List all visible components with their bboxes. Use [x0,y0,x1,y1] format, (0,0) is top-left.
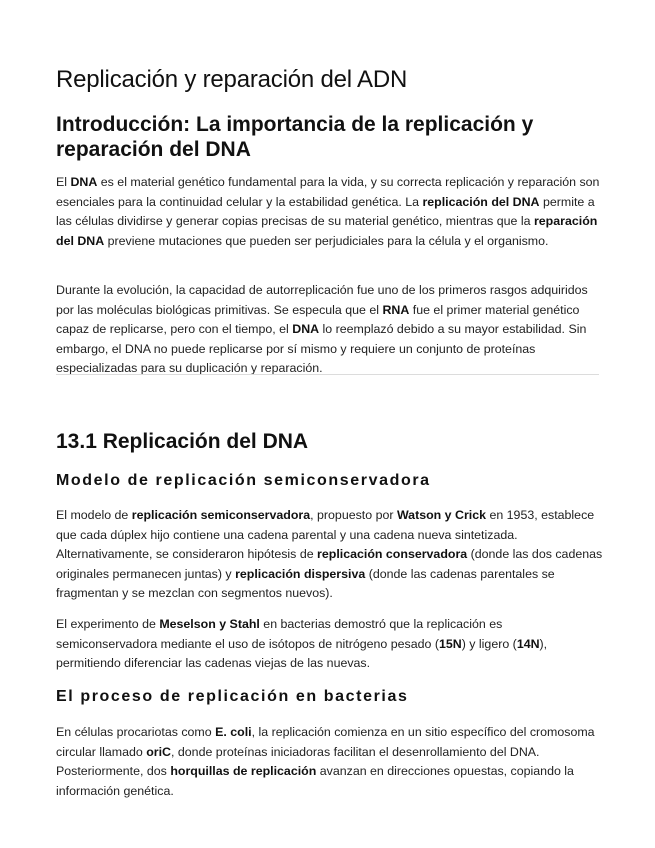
bacteria-paragraph-1: En células procariotas como E. coli, la replicación comienza en un sitio específico del cromosoma circular llamado oriC, donde proteínas iniciadoras facilitan el desenrollamiento del DNA. Posteriormente, dos horquillas de replicación avanzan en direcciones opuestas, copiando la información genética. [56,725,595,798]
bold-term: 14N [516,636,540,651]
intro-heading: Introducción: La importancia de la replicación y reparación del DNA [56,113,534,161]
bold-term: oriC [146,744,172,759]
bold-term: replicación dispersiva [235,566,366,581]
bold-term: RNA [382,302,410,317]
section-divider [56,374,599,375]
page-title: Replicación y reparación del ADN [56,66,408,93]
bold-term: replicación conservadora [317,547,468,561]
bold-term: DNA [292,322,320,336]
bold-term: DNA [70,175,98,189]
bold-term: replicación semiconservadora [131,508,311,522]
bold-term: reparación del DNA [56,214,598,248]
bold-term: 15N [438,636,462,651]
section-heading: 13.1 Replicación del DNA [56,430,309,453]
subsection-heading-bacteria: El proceso de replicación en bacterias [56,688,409,705]
bold-term: replicación del DNA [422,194,540,209]
bold-term: Watson y Crick [396,508,486,522]
subsection-heading-model: Modelo de replicación semiconservadora [56,472,431,489]
bold-term: E. coli [215,725,252,739]
model-paragraph-2: El experimento de Meselson y Stahl en bacterias demostró que la replicación es semiconservadora mediante el uso de isótopos de nitrógeno pesado (15N) y ligero (14N), permitiendo diferenciar las cadenas viejas de las nuevas. [56,617,548,670]
bold-term: Meselson y Stahl [159,617,260,631]
model-paragraph-1: El modelo de replicación semiconservadora, propuesto por Watson y Crick en 1953, establece que cada dúplex hijo contiene una cadena parental y una cadena nueva sintetizada. Alternativamente, se consideraron hipótesis de replicación conservadora (donde las dos cadenas originales permanecen juntas) y replicación dispersiva (donde las cadenas parentales se fragmentan y se mezclan con segmentos nuevos). [56,508,603,600]
bold-term: horquillas de replicación [170,764,317,778]
intro-paragraph-1: El DNA es el material genético fundamental para la vida, y su correcta replicación y reparación son esenciales para la continuidad celular y la estabilidad genética. La replicación del DNA permite a las células dividirse y generar copias precisas de su material genético, mientras que la reparación del DNA previene mutaciones que pueden ser perjudiciales para la célula y el organismo. [56,175,600,248]
intro-paragraph-2: Durante la evolución, la capacidad de autorreplicación fue uno de los primeros rasgos adquiridos por las moléculas biológicas primitivas. Se especula que el RNA fue el primer material genético capaz de replicarse, pero con el tiempo, el DNA lo reemplazó debido a su mayor estabilidad. Sin embargo, el DNA no puede replicarse por sí mismo y requiere un conjunto de proteínas especializadas para su duplicación y reparación. [56,283,588,375]
